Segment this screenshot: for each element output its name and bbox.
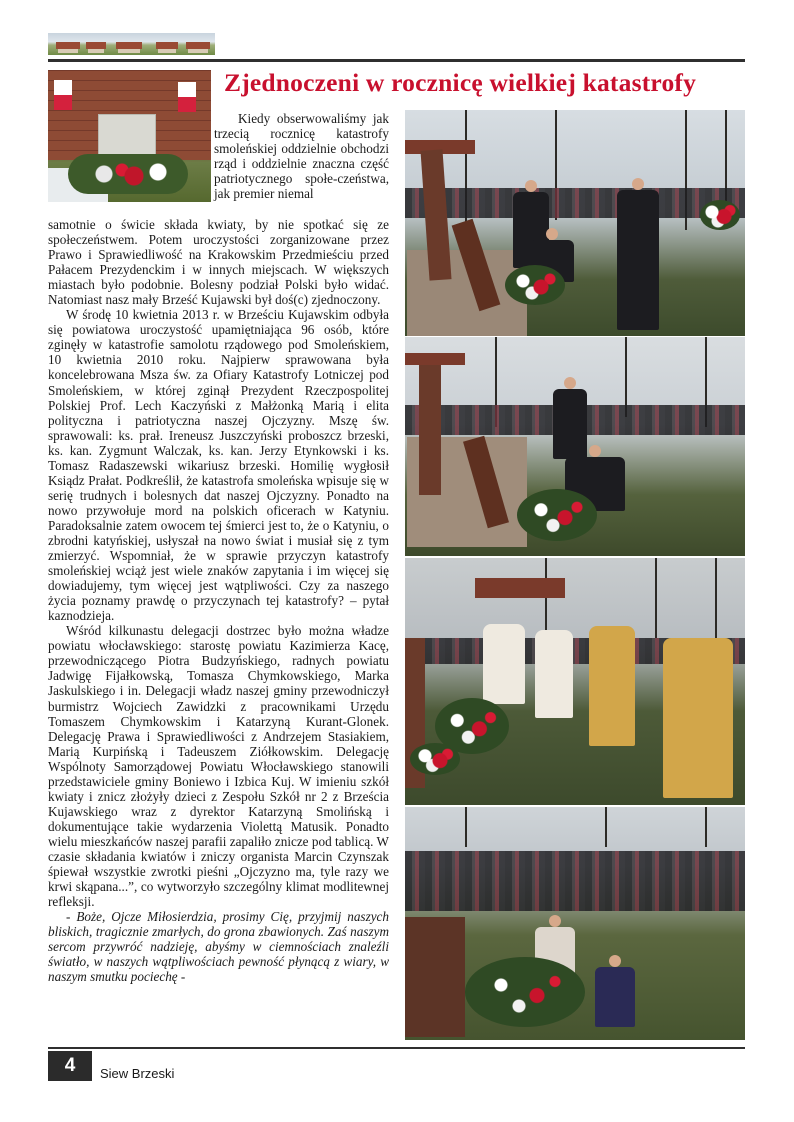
article-body — [48, 217, 389, 984]
photo-priests — [405, 558, 745, 805]
polish-flag-left — [54, 80, 72, 110]
article-intro-column — [214, 111, 389, 201]
header-town-thumbnail — [48, 33, 215, 55]
article-prayer: - Boże, Ojcze Miłosierdzia, prosimy Cię, przyjmij naszych bliskich, tragicznie zmarłych, do grona zbawionych. Zaś naszym sercom przywróć nadzieję, abyśmy w ciemnościach znaleźli światło, w naszych wątpliwościach pewność płynącą z wiary, w naszym smutku pociechę - — [48, 909, 389, 985]
publication-name: Siew Brzeski — [100, 1066, 175, 1081]
footer-rule — [48, 1047, 745, 1049]
article-intro: Kiedy obserwowaliśmy jak trzecią rocznicę katastrofy smoleńskiej oddzielnie obchodzi rząd i oddzielnie znaczna część patriotycznego społe-czeństwa, jak premier niemal — [214, 111, 389, 202]
memorial-plaque — [98, 114, 156, 156]
page-number: 4 — [48, 1051, 92, 1081]
article-paragraph: Wśród kilkunastu delegacji dostrzec było można władze powiatu włocławskiego: starostę powiatu Kazimierza Kacę, przewodniczącego Piotra Budzyńskiego, radnych powiatu Jadwigę Fijałkowską, Tomasza Chymkowskiego, Marka Jaskulskiego i in. Delegacji władz naszej gminy przewodniczył burmistrz Wojciech Zawidzki z pracownikami Urzędu Tomaszem Chymkowskim i Katarzyną Kurant-Glonek. Delegację Prawa i Sprawiedliwości z Andrzejem Stasiakiem, Marią Kurpińską i Tadeuszem Ziółkowskim. Delegację Wspólnoty Samorządowej Powiatu Włocławskiego stanowili przedstawiciele gminy Boniewo i Izbica Kuj. W imieniu szkół kwiaty i znicz złożyły dzieci z Zespołu Szkół nr 2 z Brześcia Kujawskiego wraz z dyrektor Katarzyną Smolińską i dokumentujące takie wydarzenia Violettą Matusik. Ponadto wielu mieszkańców naszej parafii zapaliło znicze pod tablicą. W czasie składania kwiatów i zniczy organista Marcin Czynszak śpiewał wszystkie zwrotki pieśni „Ojczyzno ma, tyle razy we krwi skąpana...”, co wytworzyło szczególny klimat modlitewnej refleksji. — [48, 623, 389, 910]
wreaths — [68, 154, 188, 194]
photo-wreath-placement — [405, 337, 745, 556]
photo-children-crowd — [405, 807, 745, 1040]
article-paragraph: samotnie o świcie składa kwiaty, by nie spotkać się ze społeczeństwem. Potem uroczystości zorganizowane przez Prawo i Sprawiedliwość na Krakowskim Przedmieściu przed Pałacem Prezydenckim i w innych miejscach. W większych miastach było podobnie. Bolesny podział Polski było widać. Natomiast nasz mały Brześć Kujawski był doś(c) zjednoczony. — [48, 217, 389, 308]
article-title: Zjednoczeni w rocznicę wielkiej katastrofy — [224, 68, 697, 97]
header-rule — [48, 59, 745, 62]
photo-officials-wreath — [405, 110, 745, 336]
memorial-photo — [48, 70, 211, 202]
polish-flag-right — [178, 82, 196, 112]
article-paragraph: W środę 10 kwietnia 2013 r. w Brześciu Kujawskim odbyła się powiatowa uroczystość upamiętniająca 96 osób, które zginęły w katastrofie samolotu rządowego pod Smoleńskiem, 10 kwietnia 2010 roku. Najpierw sprawowana była koncelebrowana Msza św. za Ofiary Katastrofy Lotniczej pod Smoleńskiem, w której zginął Prezydent Rzeczpospolitej Polskiej Prof. Lech Kaczyński z Małżonką Marią i elita polityczna i patriotyczna naszej Ojczyzny. Mszę św. sprawowali: ks. prał. Ireneusz Juszczyński proboszcz brzeski, ks. kan. Zygmunt Walczak, ks. kan. Jerzy Etynkowski i ks. Tomasz Radaszewski wikariusz brzeski. Homilię wygłosił Ksiądz Prałat. Podkreślił, że katastrofa smoleńska wpisuje się w serię trudnych i bolesnych dat naszej Ojczyzny. Ponadto na nowo przywołuje mord na polskich oficerach w Katyniu. Paradoksalnie zatem owocem tej śmierci jest to, że o Katyniu, o zbrodni katyńskiej, usłyszał na nowo świat i musiał się z tym zmierzyć. Wspomniał, że w sprawie przyczyn katastrofy smoleńskiej wciąż jest wiele znaków zapytania i im więcej się dowiadujemy, tym więcej jest wątpliwości. Czy za naszego życia poznamy prawdę o przyczynach tej katastrofy? – pytał kaznodzieja. — [48, 307, 389, 624]
